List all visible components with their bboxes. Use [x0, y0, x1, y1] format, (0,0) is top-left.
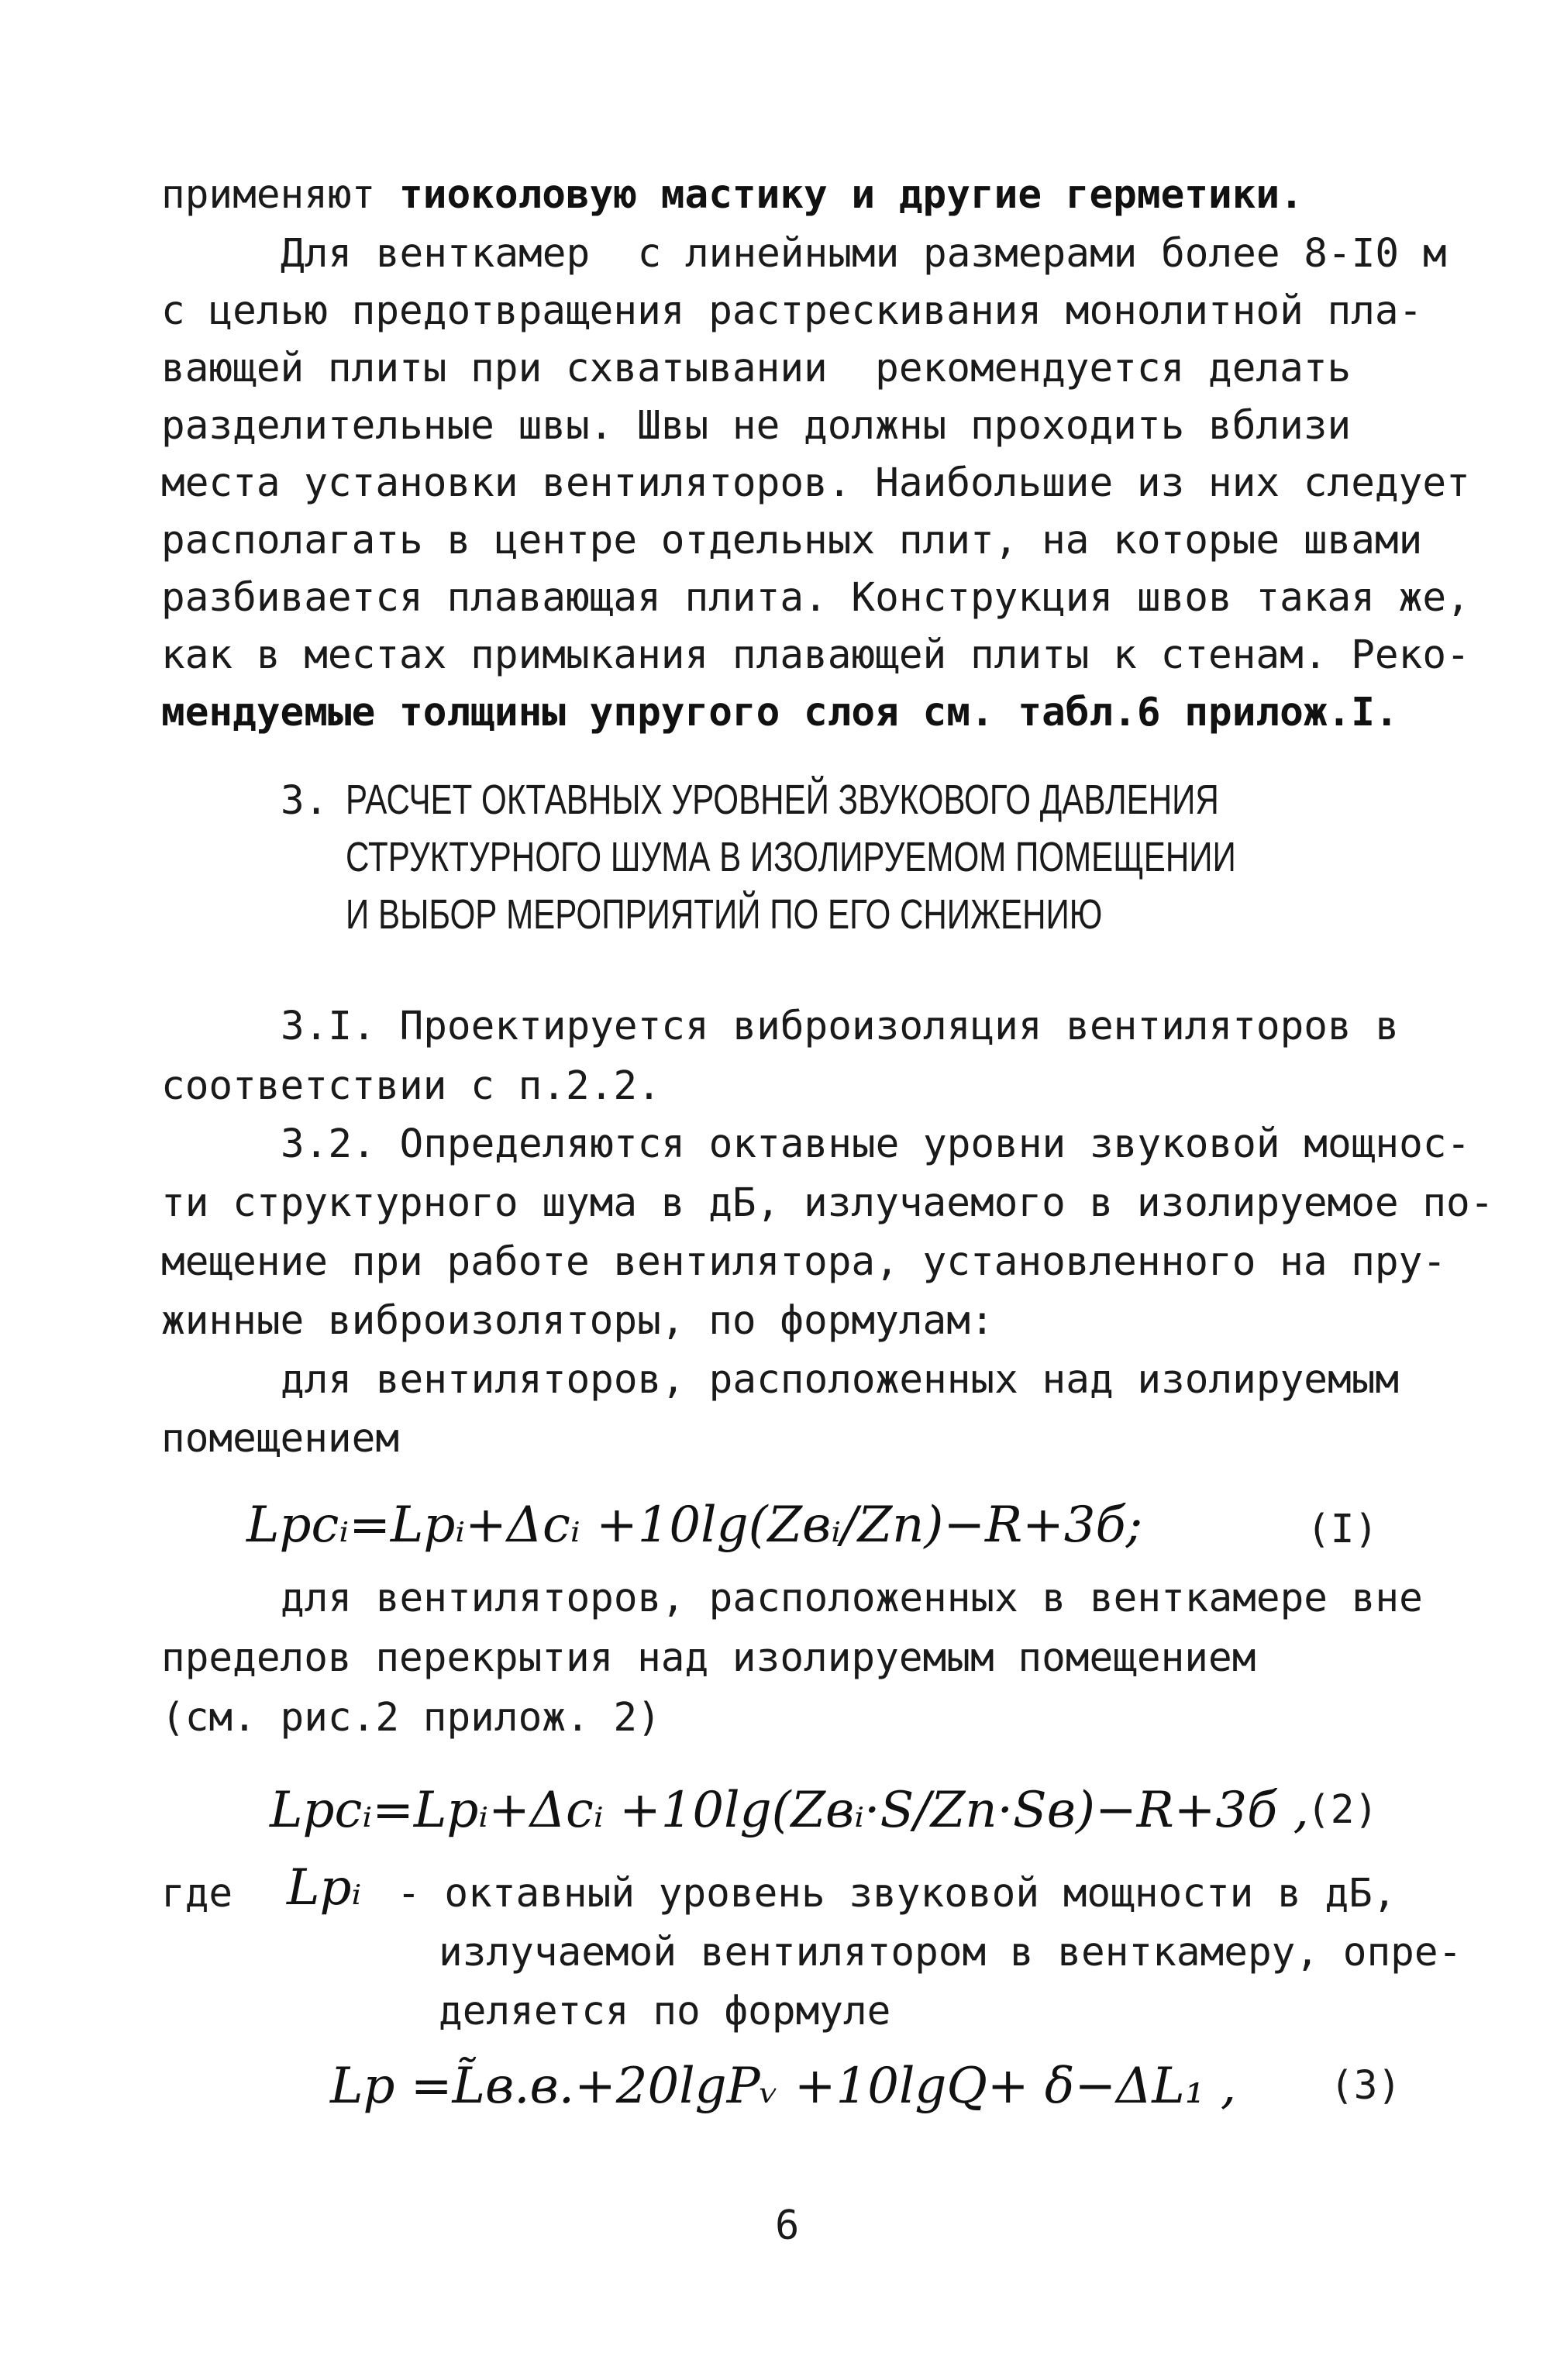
- formula-3-number: (3): [1330, 2063, 1402, 2109]
- where-symbol: Lpᵢ: [287, 1859, 362, 1917]
- paragraph-1-line-1: [161, 172, 1304, 219]
- paragraph-after-1-line-2: пределов перекрытия над изолируемым помещением: [161, 1635, 1256, 1681]
- formula-2: Lpcᵢ=Lpᵢ+Δcᵢ +10lg(Zвᵢ·S/Zп·Sв)−R+3б ,: [270, 1782, 1309, 1839]
- where-word: где: [161, 1871, 233, 1917]
- page-number: 6: [775, 2203, 800, 2249]
- paragraph-3-1-line-2: соответствии с п.2.2.: [161, 1063, 661, 1109]
- formula-2-number: (2): [1307, 1787, 1379, 1833]
- paragraph-1-bold-text: тиоколовую мастику и другие герметики.: [399, 172, 1304, 218]
- where-line-1: - октавный уровень звуковой мощности в дБ,: [397, 1871, 1397, 1917]
- paragraph-3-2-line-2: ти структурного шума в дБ, излучаемого в изолируемое по-: [161, 1180, 1494, 1226]
- paragraph-2-line-5: места установки вентиляторов. Наибольшие из них следует: [161, 460, 1470, 506]
- paragraph-3-1-line-1: 3.I. Проектируется виброизоляция вентиляторов в: [281, 1004, 1400, 1049]
- paragraph-after-1-line-3: (см. рис.2 прилож. 2): [161, 1695, 661, 1741]
- paragraph-2-line-8: как в местах примыкания плавающей плиты к стенам. Реко-: [161, 632, 1470, 678]
- section-heading-line-2: СТРУКТУРНОГО ШУМА В ИЗОЛИРУЕМОМ ПОМЕЩЕНИИ: [346, 834, 1236, 880]
- formula-1: Lpcᵢ=Lpᵢ+Δcᵢ +10lg(Zвᵢ/Zп)−R+3б;: [246, 1497, 1143, 1554]
- section-heading-line-3: И ВЫБОР МЕРОПРИЯТИЙ ПО ЕГО СНИЖЕНИЮ: [346, 891, 1103, 938]
- formula-1-number: (I): [1307, 1507, 1379, 1552]
- paragraph-2-line-7: разбивается плавающая плита. Конструкция швов такая же,: [161, 575, 1470, 621]
- paragraph-3-2-line-5: для вентиляторов, расположенных над изолируемым: [281, 1357, 1400, 1403]
- where-line-3: деляется по формуле: [439, 1989, 891, 2034]
- formula-3: Lp =L̃в.в.+20lgPᵥ +10lgQ+ δ−ΔL₁ ,: [330, 2058, 1237, 2115]
- paragraph-2-line-9: мендуемые толщины упругого слоя см. табл.6 прилож.I.: [161, 690, 1399, 735]
- paragraph-2-line-6: располагать в центре отдельных плит, на которые швами: [161, 518, 1423, 563]
- paragraph-2-line-1: Для венткамер с линейными размерами более 8-I0 м: [281, 231, 1447, 277]
- paragraph-after-1-line-1: для вентиляторов, расположенных в венткамере вне: [281, 1576, 1423, 1621]
- paragraph-1-plain-text: применяют: [161, 172, 400, 218]
- section-heading-line-1: РАСЧЕТ ОКТАВНЫХ УРОВНЕЙ ЗВУКОВОГО ДАВЛЕНИЯ: [346, 777, 1219, 823]
- paragraph-3-2-line-3: мещение при работе вентилятора, установленного на пру-: [161, 1239, 1447, 1285]
- where-line-2: излучаемой вентилятором в венткамеру, опре-: [439, 1930, 1462, 1975]
- paragraph-2-line-3: вающей плиты при схватывании рекомендуется делать: [161, 346, 1352, 391]
- paragraph-3-2-line-1: 3.2. Определяются октавные уровни звуковой мощнос-: [281, 1121, 1471, 1167]
- paragraph-3-2-line-4: жинные виброизоляторы, по формулам:: [161, 1298, 994, 1344]
- paragraph-2-line-2: с целью предотвращения растрескивания монолитной пла-: [161, 288, 1423, 334]
- section-number: 3.: [281, 778, 329, 824]
- paragraph-2-line-4: разделительные швы. Швы не должны проходить вблизи: [161, 403, 1352, 449]
- paragraph-3-2-line-6: помещением: [161, 1416, 400, 1462]
